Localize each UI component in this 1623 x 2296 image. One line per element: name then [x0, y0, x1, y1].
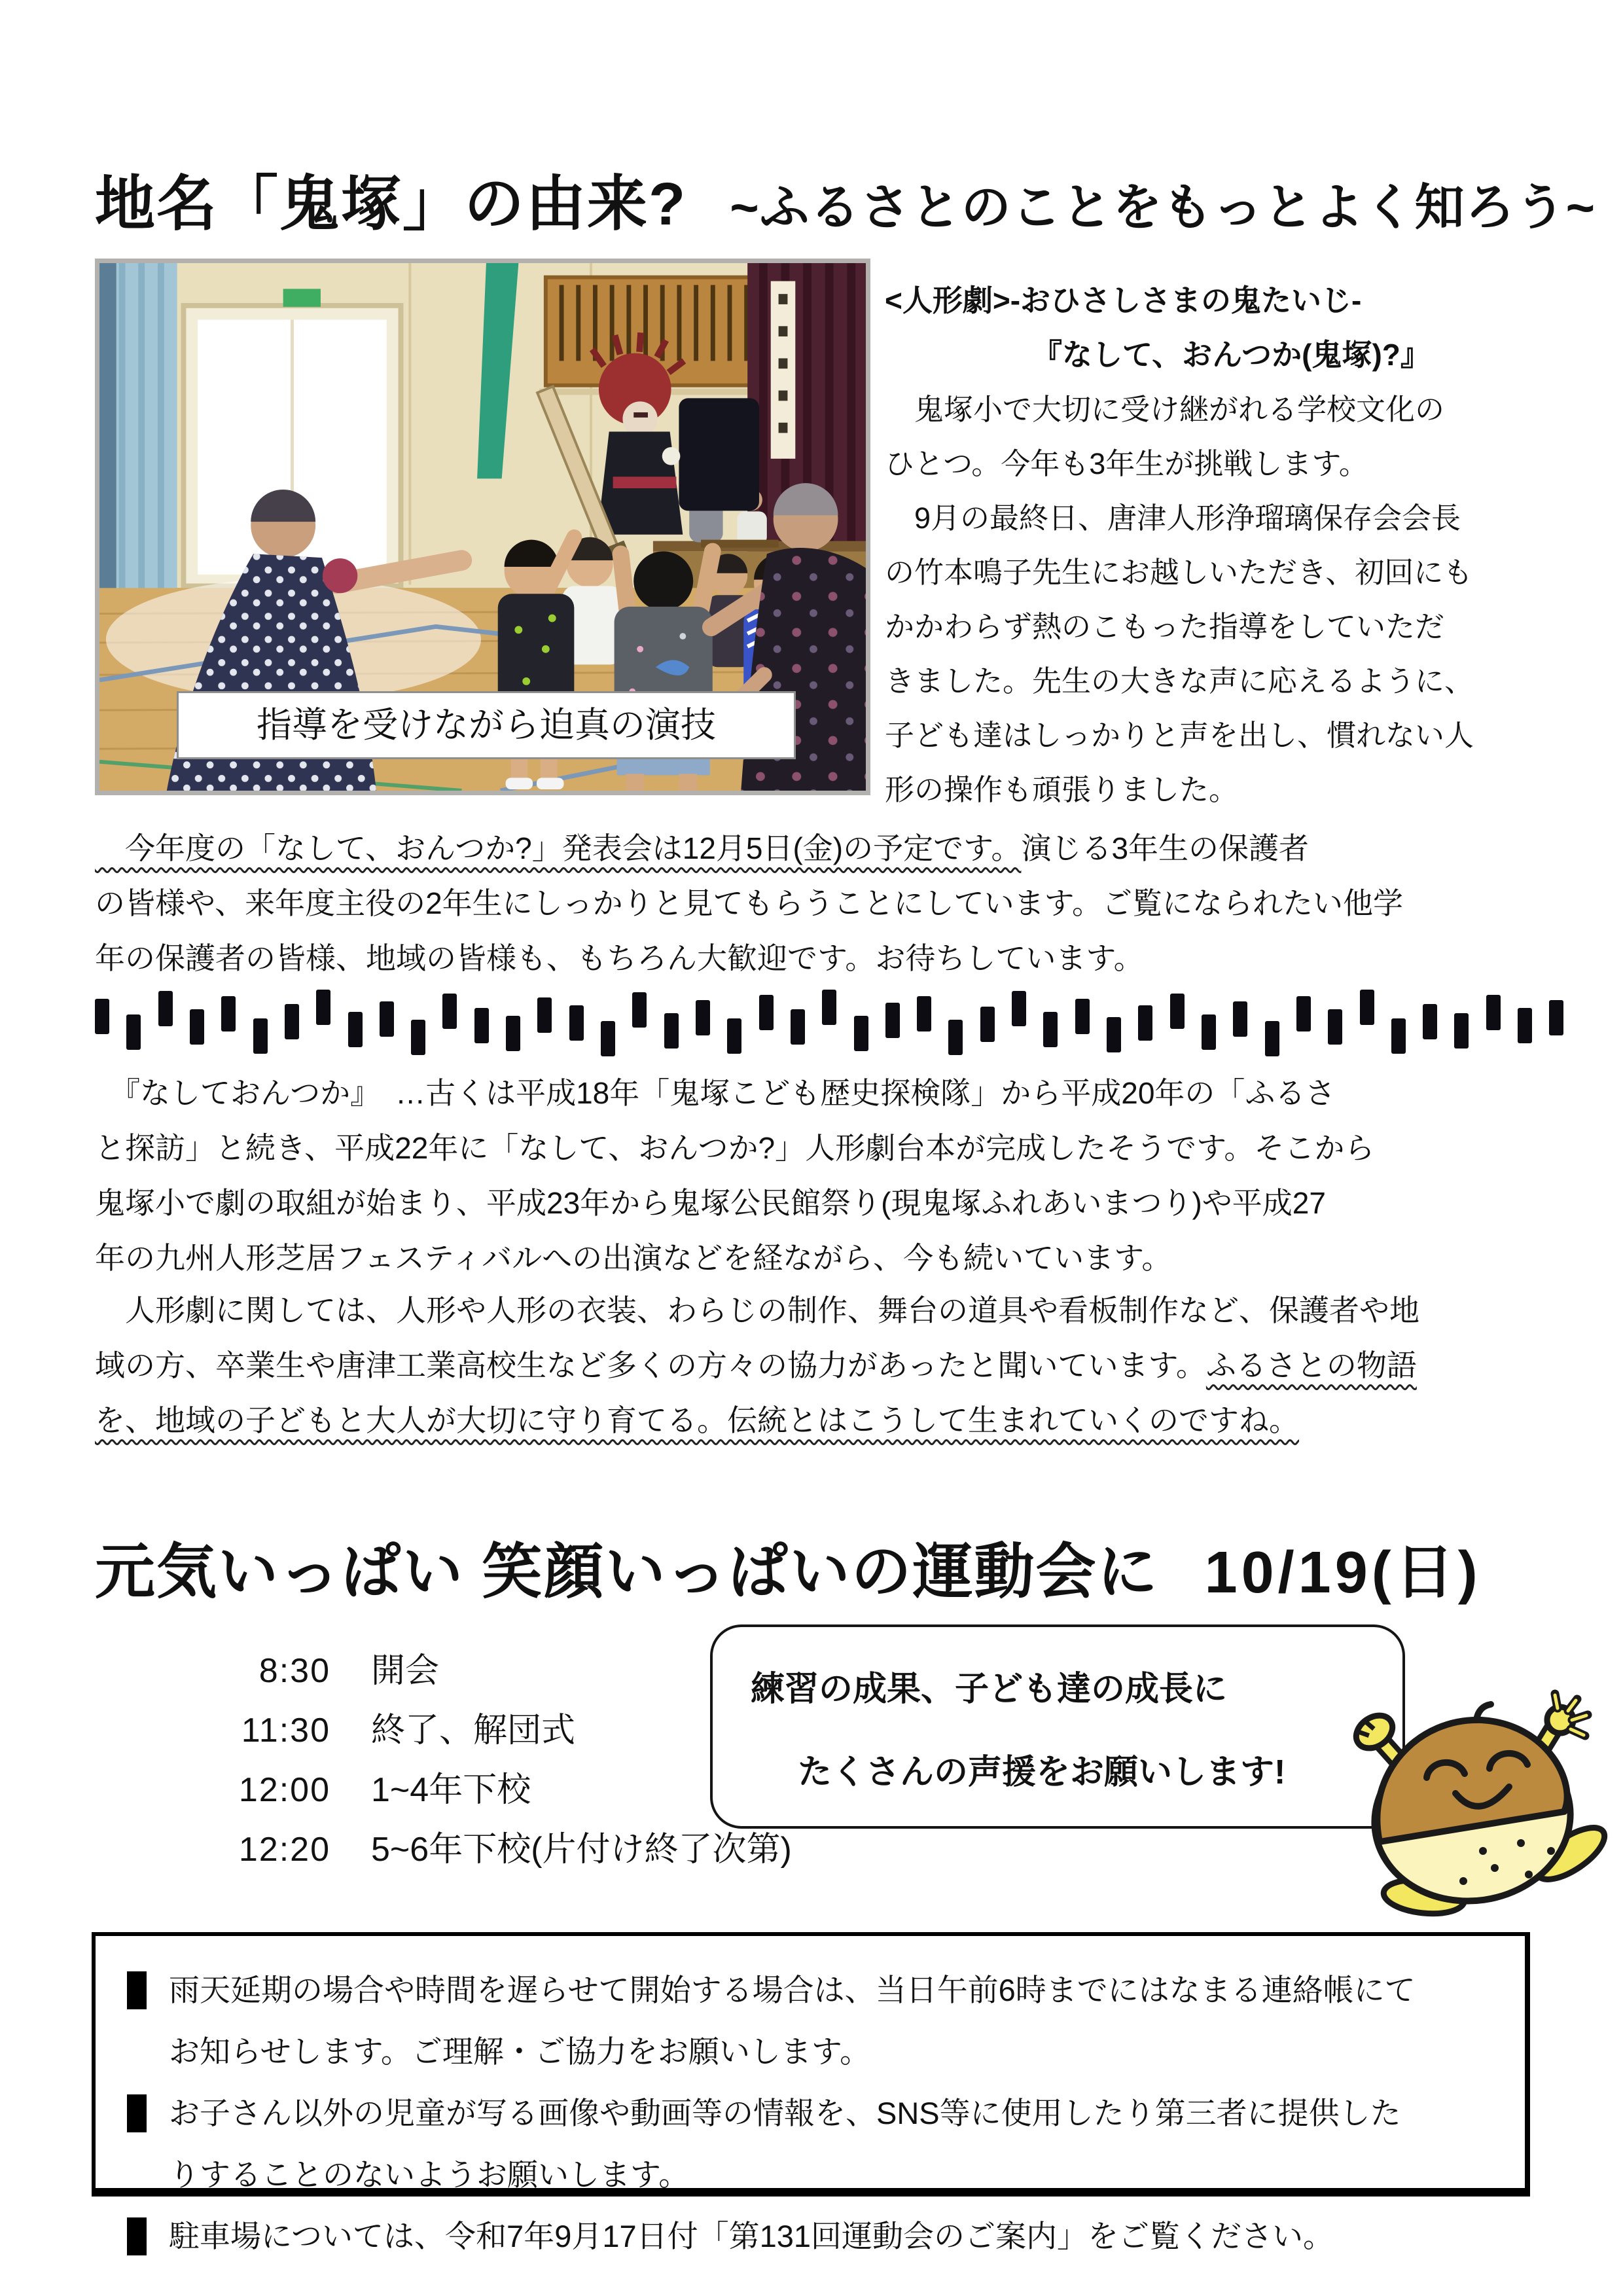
schedule-row	[167, 1820, 792, 1880]
paragraph-1-text: 年の保護者の皆様、地域の皆様も、もちろん大歓迎です。お待ちしています。	[95, 941, 1144, 975]
column-line: きました。先生の大きな声に応えるように、	[885, 664, 1474, 698]
schedule-time: 11:30	[241, 1712, 330, 1749]
article2-title-date: 10/19(日)	[1204, 1540, 1482, 1605]
paragraph-1-text: 演じる3年生の保護者	[1021, 831, 1310, 865]
speech-bubble	[710, 1624, 1405, 1829]
note-text: 駐車場については、令和7年9月17日付「第131回運動会のご案内」をご覧ください。	[169, 2219, 1334, 2253]
paragraph-3-underlined: を、地域の子どもと大人が大切に守り育てる。伝統とはこうして生まれていくのですね。	[95, 1403, 1299, 1437]
paragraph-3-text: 人形劇に関しては、人形や人形の衣装、わらじの制作、舞台の道具や看板制作など、保護者や地	[95, 1293, 1419, 1327]
schedule-label: 1~4年下校	[371, 1771, 531, 1809]
column-line: ひとつ。今年も3年生が挑戦します。	[885, 447, 1368, 480]
column-line: 9月の最終日、唐津人形浄瑠璃保存会会長	[885, 501, 1461, 535]
schedule-time: 12:20	[238, 1831, 330, 1869]
column-line: の竹本鳴子先生にお越しいただき、初回にも	[885, 556, 1473, 589]
squares-divider	[95, 990, 1564, 1062]
exit-sign	[283, 289, 321, 307]
article1-title-main: 地名「鬼塚」の由来?	[95, 171, 687, 238]
acorn-mascot-icon	[1327, 1686, 1610, 1919]
column-line: 子ども達はしっかりと声を出し、慣れない人	[885, 719, 1474, 752]
paragraph-2	[95, 1066, 1574, 1285]
article1-title-sub: ~ふるさとのことをもっとよく知ろう~	[730, 180, 1596, 236]
note-text: 雨天延期の場合や時間を遅らせて開始する場合は、当日午前6時までにはなまる連絡帳にて	[169, 1973, 1416, 2007]
paragraph-3-text: 域の方、卒業生や唐津工業高校生など多くの方々の協力があったと聞いています。	[95, 1348, 1206, 1382]
paragraph-1-text: の皆様や、来年度主役の2年生にしっかりと見てもらうことにしています。ご覧になられたい他学	[95, 886, 1403, 920]
note-text: お子さん以外の児童が写る画像や動画等の情報を、SNS等に使用したり第三者に提供した	[169, 2096, 1401, 2130]
schedule-row	[167, 1701, 792, 1761]
paragraph-2-text: 『なしておんつか』 …古くは平成18年「鬼塚こども歴史探検隊」から平成20年の「ふるさ	[95, 1076, 1336, 1110]
acorn-mascot	[1327, 1686, 1610, 1919]
note-bullet-icon	[127, 1971, 147, 2009]
schedule-row	[167, 1641, 792, 1701]
paragraph-3	[95, 1283, 1574, 1448]
photo-caption: 指導を受けながら迫真の演技	[177, 691, 796, 759]
note-item	[127, 1960, 1499, 2083]
schedule-label: 5~6年下校(片付け終了次第)	[371, 1831, 792, 1869]
article2-title-main: 元気いっぱい 笑顔いっぱいの運動会に	[95, 1539, 1159, 1605]
notes-box	[92, 1932, 1530, 2253]
paragraph-2-text: と探訪」と続き、平成22年に「なして、おんつか?」人形劇台本が完成したそうです。そこから	[95, 1131, 1375, 1165]
paragraph-1	[95, 821, 1574, 986]
schedule-row	[167, 1761, 792, 1820]
speech-bubble-text: 練習の成果、子ども達の成長に	[751, 1670, 1228, 1708]
note-item	[127, 2206, 1499, 2267]
column-line: 鬼塚小で大切に受け継がれる学校文化の	[885, 393, 1445, 426]
note-bullet-icon	[127, 2094, 147, 2132]
column-heading1: <人形劇>-おひさしさまの鬼たいじ-	[885, 283, 1362, 317]
note-item	[127, 2083, 1499, 2206]
schedule-list	[167, 1641, 792, 1880]
paragraph-3-underlined: ふるさとの物語	[1205, 1348, 1417, 1382]
paragraph-2-text: 鬼塚小で劇の取組が始まり、平成23年から鬼塚公民館祭り(現鬼塚ふれあいまつり)や平成27	[95, 1186, 1326, 1220]
paragraph-1-underlined: 今年度の「なして、おんつか?」発表会は12月5日(金)の予定です。	[95, 831, 1022, 865]
gym-photo	[95, 259, 870, 795]
note-bullet-icon	[127, 2217, 147, 2255]
column-heading2: 『なして、おんつか(鬼塚)?』	[1032, 338, 1431, 372]
schedule-label: 終了、解団式	[371, 1712, 576, 1749]
article2-title	[95, 1524, 1600, 1610]
note-text: りすることのないようお願いします。	[169, 2157, 690, 2192]
speech-bubble-text: たくさんの声援をお願いします!	[798, 1753, 1286, 1791]
column-line: 形の操作も頑張りました。	[885, 773, 1239, 806]
paragraph-2-text: 年の九州人形芝居フェスティバルへの出演などを経ながら、今も続いています。	[95, 1241, 1172, 1275]
article1-title	[95, 156, 1596, 242]
note-text: お知らせします。ご理解・ご協力をお願いします。	[169, 2034, 871, 2069]
schedule-label: 開会	[371, 1652, 440, 1690]
article1-column	[885, 274, 1585, 817]
column-line: かかわらず熱のこもった指導をしていただ	[885, 610, 1445, 643]
schedule-time: 12:00	[238, 1771, 330, 1809]
schedule-time: 8:30	[259, 1652, 330, 1690]
